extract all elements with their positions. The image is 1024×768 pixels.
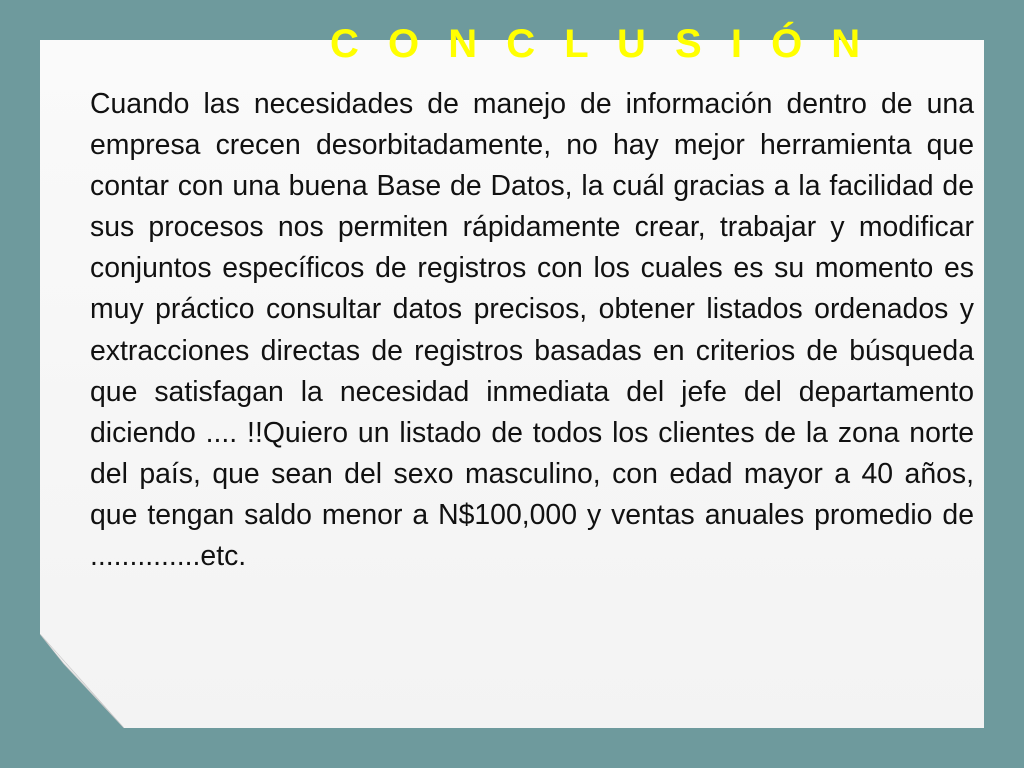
conclusion-paragraph: Cuando las necesidades de manejo de información dentro de una empresa crecen desorbitadamente, no hay mejor herramienta que contar con una buena Base de Datos, la cuál gracias a la facilidad de sus procesos nos permiten rápidamente crear, trabajar y modificar conjuntos específicos de registros con los cuales es su momento es muy práctico consultar datos precisos, obtener listados ordenados y extracciones directas de registros basadas en criterios de búsqueda que satisfagan la necesidad inmediata del jefe del departamento diciendo .... !!Quiero un listado de todos los clientes de la zona norte del país, que sean del sexo masculino, con edad mayor a 40 años, que tengan saldo menor a N$100,000 y ventas anuales promedio de ..............etc. [90,88,974,573]
page-curl-fold [40,634,124,728]
slide-title: C O N C L U S I Ó N [330,22,870,66]
